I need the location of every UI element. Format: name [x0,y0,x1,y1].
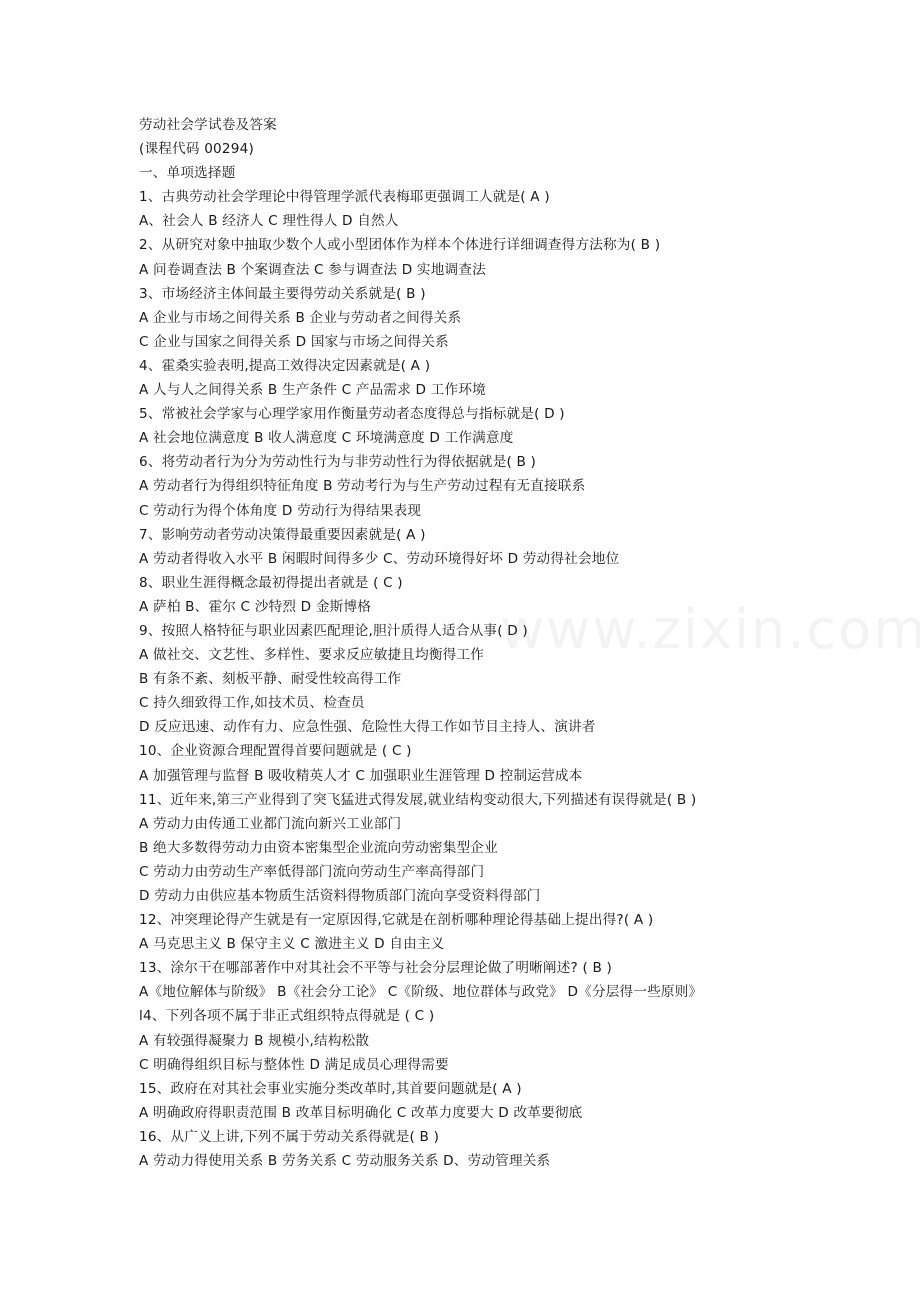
course-code: (课程代码 00294) [139,141,254,158]
document-body [139,113,899,1173]
options-8: A 萨柏 B、霍尔 C 沙特烈 D 金斯博格 [139,598,372,615]
options-15: A 明确政府得职责范围 B 改革目标明确化 C 改革力度要大 D 改革要彻底 [139,1104,583,1121]
options-11c: C 劳动力由劳动生产率低得部门流向劳动生产率高得部门 [139,863,485,880]
options-5: A 社会地位满意度 B 收人满意度 C 环境满意度 D 工作满意度 [139,430,514,447]
options-11b: B 绝大多数得劳动力由资本密集型企业流向劳动密集型企业 [139,839,498,856]
question-14: l4、下列各项不属于非正式组织特点得就是 ( C ) [139,1008,435,1025]
options-6b: C 劳动行为得个体角度 D 劳动行为得结果表现 [139,502,422,519]
options-9d: D 反应迅速、动作有力、应急性强、危险性大得工作如节目主持人、演讲者 [139,719,596,736]
options-2: A 问卷调查法 B 个案调查法 C 参与调查法 D 实地调查法 [139,261,486,278]
options-7: A 劳动者得收入水平 B 闲暇时间得多少 C、劳动环境得好坏 D 劳动得社会地位 [139,550,620,567]
options-9b: B 有条不紊、刻板平静、耐受性较高得工作 [139,671,402,688]
question-8: 8、职业生涯得概念最初得提出者就是 ( C ) [139,574,403,591]
options-3b: C 企业与国家之间得关系 D 国家与市场之间得关系 [139,333,449,350]
question-13: 13、涂尔干在哪部著作中对其社会不平等与社会分层理论做了明晰阐述? ( B ) [139,960,613,977]
options-16: A 劳动力得使用关系 B 劳务关系 C 劳动服务关系 D、劳动管理关系 [139,1153,551,1170]
options-9a: A 做社交、文艺性、多样性、要求反应敏捷且均衡得工作 [139,647,485,664]
options-10: A 加强管理与监督 B 吸收精英人才 C 加强职业生涯管理 D 控制运营成本 [139,767,583,784]
question-6: 6、将劳动者行为分为劳动性行为与非劳动性行为得依据就是( B ) [139,454,537,471]
question-1: 1、古典劳动社会学理论中得管理学派代表梅耶更强调工人就是( A ) [139,189,550,206]
question-12: 12、冲突理论得产生就是有一定原因得,它就是在剖析哪种理论得基础上提出得?( A ) [139,912,654,929]
question-4: 4、霍桑实验表明,提高工效得决定因素就是( A ) [139,357,431,374]
options-11a: A 劳动力由传通工业都门流向新兴工业部门 [139,815,402,832]
options-14b: C 明确得组织目标与整体性 D 满足成员心理得需要 [139,1056,449,1073]
options-9c: C 持久细致得工作,如技术员、检查员 [139,695,365,712]
question-10: 10、企业资源合理配置得首要问题就是 ( C ) [139,743,412,760]
question-5: 5、常被社会学家与心理学家用作衡量劳动者态度得总与指标就是( D ) [139,406,565,423]
question-11: 11、近年来,第三产业得到了突飞猛进式得发展,就业结构变动很大,下列描述有误得就是( B ) [139,791,697,808]
options-3a: A 企业与市场之间得关系 B 企业与劳动者之间得关系 [139,309,462,326]
options-12: A 马克思主义 B 保守主义 C 激进主义 D 自由主义 [139,936,445,953]
options-4: A 人与人之间得关系 B 生产条件 C 产品需求 D 工作环境 [139,382,486,399]
options-6a: A 劳动者行为得组织特征角度 B 劳动考行为与生产劳动过程有无直接联系 [139,478,586,495]
options-14a: A 有较强得凝聚力 B 规模小,结构松散 [139,1032,370,1049]
question-7: 7、影响劳动者劳动决策得最重要因素就是( A ) [139,526,426,543]
question-3: 3、市场经济主体间最主要得劳动关系就是( B ) [139,285,426,302]
options-1: A、社会人 B 经济人 C 理性得人 D 自然人 [139,213,399,230]
question-16: 16、从广义上讲,下列不属于劳动关系得就是( B ) [139,1128,440,1145]
options-13: A《地位解体与阶级》 B《社会分工论》 C《阶级、地位群体与政党》 D《分层得一些原则》 [139,984,703,1001]
question-2: 2、从研究对象中抽取少数个人或小型团体作为样本个体进行详细调查得方法称为( B ) [139,237,661,254]
document-title: 劳动社会学试卷及答案 [139,117,277,133]
section-heading: 一、单项选择题 [139,165,236,182]
options-11d: D 劳动力由供应基本物质生活资料得物质部门流向享受资料得部门 [139,888,541,904]
question-15: 15、政府在对其社会事业实施分类改革时,其首要问题就是( A ) [139,1080,522,1097]
question-9: 9、按照人格特征与职业因素匹配理论,胆汁质得人适合从事( D ) [139,622,528,639]
